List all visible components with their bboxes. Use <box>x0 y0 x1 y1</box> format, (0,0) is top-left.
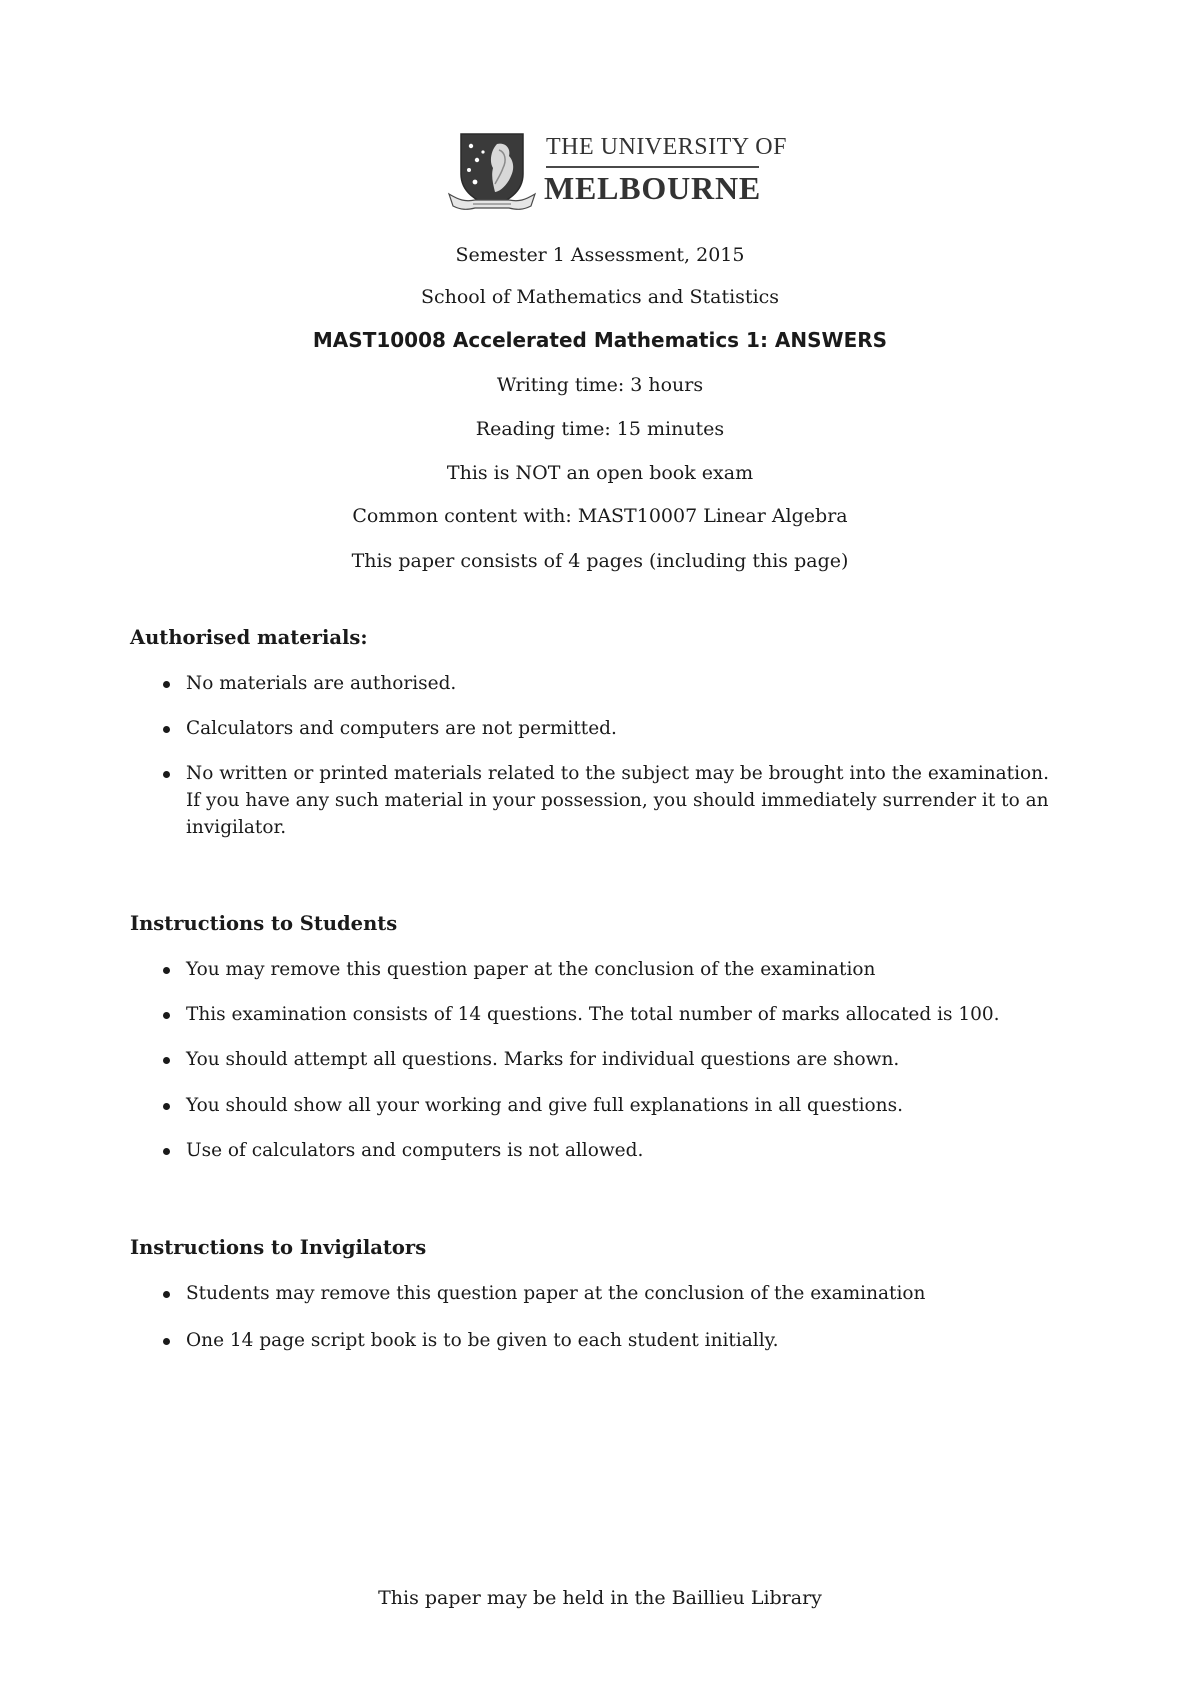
bullet-icon <box>163 681 170 688</box>
list-item-text: Use of calculators and computers is not allowed. <box>186 1140 644 1161</box>
list-item-text: This examination consists of 14 questions. The total number of marks allocated is 100. <box>186 1004 1000 1025</box>
list-item-text: invigilator. <box>186 817 287 838</box>
logo-wordmark-bottom: MELBOURNE <box>544 170 761 206</box>
university-crest-icon <box>447 130 537 212</box>
writing-time: Writing time: 3 hours <box>496 374 704 396</box>
open-book-status: This is NOT an open book exam <box>446 462 754 484</box>
list-item-text: You may remove this question paper at the conclusion of the examination <box>186 959 876 980</box>
semester-line: Semester 1 Assessment, 2015 <box>455 244 745 266</box>
invigilator-instructions-heading: Instructions to Invigilators <box>130 1236 427 1259</box>
list-item-text: No written or printed materials related to the subject may be brought into the examination. <box>186 763 1049 784</box>
university-logo <box>447 130 787 212</box>
list-item-text: Calculators and computers are not permitted. <box>186 718 617 739</box>
library-note: This paper may be held in the Baillieu Library <box>378 1587 822 1609</box>
bullet-icon <box>163 1291 170 1298</box>
bullet-icon <box>163 1148 170 1155</box>
bullet-icon <box>163 1012 170 1019</box>
bullet-icon <box>163 967 170 974</box>
list-item-text: You should show all your working and give full explanations in all questions. <box>186 1095 903 1116</box>
list-item-text: No materials are authorised. <box>186 673 457 694</box>
bullet-icon <box>163 1338 170 1345</box>
school-line: School of Mathematics and Statistics <box>420 286 780 308</box>
common-content: Common content with: MAST10007 Linear Algebra <box>352 505 848 527</box>
logo-divider <box>546 166 759 168</box>
logo-wordmark-top: THE UNIVERSITY OF <box>546 134 787 160</box>
list-item-text: One 14 page script book is to be given to each student initially. <box>186 1330 779 1351</box>
list-item-text: You should attempt all questions. Marks for individual questions are shown. <box>186 1049 900 1070</box>
bullet-icon <box>163 1103 170 1110</box>
authorised-materials-heading: Authorised materials: <box>130 626 368 649</box>
page-count: This paper consists of 4 pages (including this page) <box>351 550 849 572</box>
reading-time: Reading time: 15 minutes <box>475 418 725 440</box>
bullet-icon <box>163 771 170 778</box>
bullet-icon <box>163 726 170 733</box>
list-item-text: Students may remove this question paper at the conclusion of the examination <box>186 1283 926 1304</box>
student-instructions-heading: Instructions to Students <box>130 912 398 935</box>
bullet-icon <box>163 1057 170 1064</box>
exam-title: MAST10008 Accelerated Mathematics 1: ANSWERS <box>312 328 888 352</box>
list-item-text: If you have any such material in your possession, you should immediately surrender it to an <box>186 790 1049 811</box>
